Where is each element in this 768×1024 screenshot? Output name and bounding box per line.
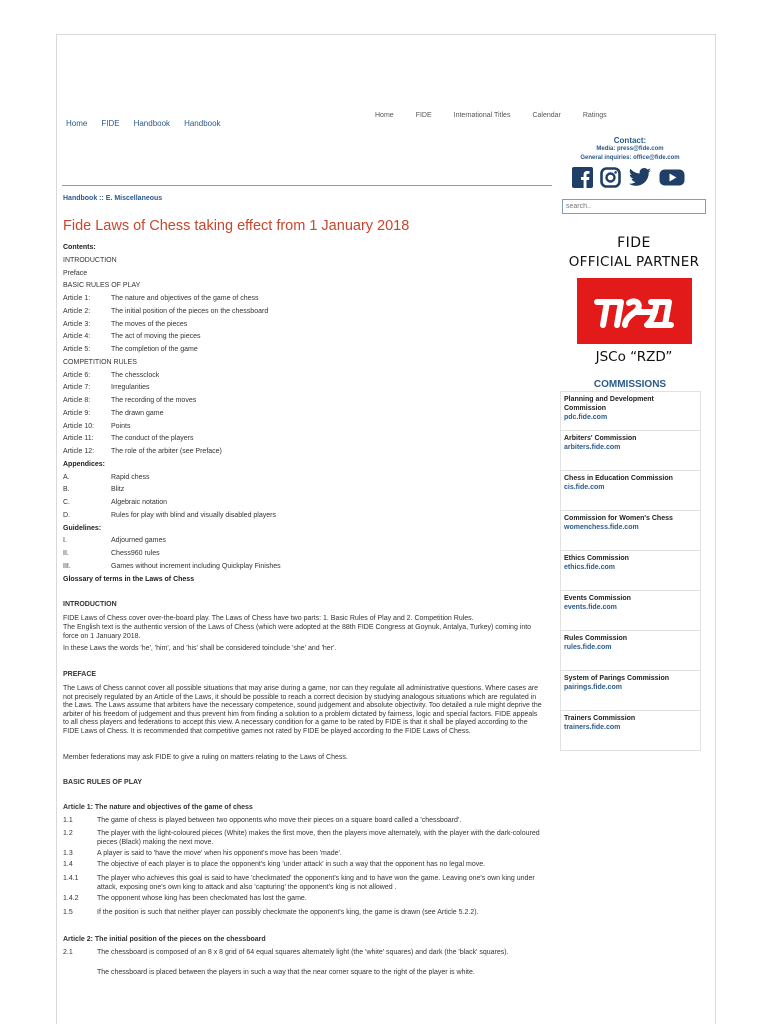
- toc-title: Rapid chess: [111, 473, 150, 481]
- search-input[interactable]: [562, 199, 706, 214]
- toc-label: Article 6:: [63, 371, 91, 379]
- breadcrumb-nav: [66, 119, 235, 128]
- article1-heading: Article 1: The nature and objectives of the game of chess: [63, 804, 253, 811]
- toc-row[interactable]: [63, 473, 150, 481]
- main-nav-fide[interactable]: FIDE: [415, 112, 432, 119]
- toc-title: The moves of the pieces: [111, 320, 188, 328]
- commission-name: Ethics Commission: [564, 555, 629, 562]
- basic-rules-heading: BASIC RULES OF PLAY: [63, 779, 143, 786]
- toc-title: Irregularities: [111, 384, 150, 392]
- commission-name: Events Commission: [564, 595, 631, 602]
- toc-title: Games without increment including Quickplay Finishes: [111, 562, 281, 570]
- preface-paragraph-1: The Laws of Chess cannot cover all possible situations that may arise during a game, nor can they regulate all administrative questions. Where cases are not precisely regulated by an Article of the Laws, it should be possible to reach a correct decision by studying analogous situations which are regulated in the Laws. The Laws assume that arbiters have the necessary competence, sound judgement and absolute objectivity. Too detailed a rule might deprive the arbiter of his freedom of judgement and thus prevent him from finding a solution to a problem dictated by fairness, logic and special factors. FIDE appeals to all chess players and federations to accept this view. A necessary condition for a game to be rated by FIDE is that it shall be played according to the FIDE Laws of Chess. It is recommended that competitive games not rated by FIDE be played according to the FIDE Laws of Chess.: [63, 685, 542, 735]
- list-item[interactable]: [560, 431, 701, 471]
- article-number: 1.2: [63, 830, 73, 837]
- toc-row[interactable]: [63, 371, 160, 379]
- instagram-icon[interactable]: [600, 167, 621, 188]
- intro-paragraph-2: The English text is the authentic version of the Laws of Chess (which were adopted at the 88th FIDE Congress at Goynuk, Antalya, Turkey) coming into force on 1 January 2018.: [63, 624, 532, 640]
- toc-row[interactable]: [63, 435, 194, 443]
- toc-label: D.: [63, 511, 70, 519]
- article-text: The chessboard is composed of an 8 x 8 grid of 64 equal squares alternately light (the 'white' squares) and dark (the 'black' squares).: [97, 949, 509, 956]
- commissions-title: COMMISSIONS: [593, 379, 667, 390]
- toc-title: Blitz: [111, 486, 125, 494]
- list-item[interactable]: [560, 551, 701, 591]
- toc-row[interactable]: [63, 384, 150, 392]
- toc-title: Rules for play with blind and visually disabled players: [111, 511, 276, 519]
- toc-label: Article 5:: [63, 346, 91, 353]
- toc-title: Points: [111, 422, 131, 430]
- article-text: The objective of each player is to place the opponent's king 'under attack' in such a way that the opponent has no legal move.: [97, 861, 486, 868]
- commission-name: System of Parings Commission: [564, 675, 670, 682]
- nav-handbook-link-2[interactable]: Handbook: [184, 119, 221, 128]
- commission-url[interactable]: pdc.fide.com: [564, 414, 608, 421]
- toc-row[interactable]: [63, 461, 105, 468]
- toc-label: II.: [63, 550, 69, 557]
- article-number: 1.4: [63, 861, 73, 868]
- toc-label: I.: [63, 537, 67, 545]
- toc-label: COMPETITION RULES: [63, 358, 137, 366]
- toc-row[interactable]: [63, 525, 101, 532]
- toc-label: Article 3:: [63, 320, 91, 328]
- preface-paragraph-2: Member federations may ask FIDE to give a ruling on matters relating to the Laws of Chess.: [63, 754, 348, 761]
- toc-label: C.: [63, 499, 70, 506]
- toc-label: Article 4:: [63, 333, 91, 341]
- breadcrumb[interactable]: Handbook :: E. Miscellaneous: [63, 195, 163, 202]
- main-nav-home[interactable]: Home: [375, 112, 394, 119]
- toc-label: Article 11:: [63, 435, 94, 443]
- contact-title: Contact:: [613, 136, 647, 145]
- toc-row[interactable]: [63, 270, 87, 277]
- toc-title: Chess960 rules: [111, 550, 160, 557]
- article-text: The player with the light-coloured pieces (White) makes the first move, then the players move alternately, with the player with the dark-coloured pieces (Black) making the next move.: [97, 830, 540, 846]
- list-item[interactable]: [560, 711, 701, 751]
- toc-row[interactable]: [63, 257, 117, 264]
- toc-label: Article 9:: [63, 409, 91, 417]
- article-text: The opponent whose king has been checkmated has lost the game.: [97, 895, 307, 902]
- commission-name: Rules Commission: [564, 635, 628, 642]
- toc-label: Article 12:: [63, 448, 95, 455]
- toc-row[interactable]: [63, 244, 96, 251]
- list-item[interactable]: [560, 511, 701, 551]
- toc-row[interactable]: [63, 499, 168, 506]
- rzd-logo[interactable]: [577, 278, 692, 344]
- list-item[interactable]: [560, 631, 701, 671]
- commission-name: Trainers Commission: [564, 715, 636, 722]
- toc-title: The initial position of the pieces on the chessboard: [111, 307, 269, 315]
- intro-heading: INTRODUCTION: [63, 601, 117, 608]
- partner-line1: FIDE: [617, 235, 651, 251]
- commission-url[interactable]: cis.fide.com: [564, 484, 605, 491]
- article-text: The chessboard is placed between the players in such a way that the near corner square to the right of the player is white.: [97, 969, 475, 976]
- toc-row[interactable]: [63, 537, 166, 545]
- partner-line2: OFFICIAL PARTNER: [568, 254, 700, 270]
- list-item[interactable]: [560, 591, 701, 631]
- toc-row[interactable]: [63, 409, 164, 417]
- page-title: Fide Laws of Chess taking effect from 1 January 2018: [63, 218, 410, 234]
- toc-label: III.: [63, 562, 71, 570]
- toc-label: Guidelines:: [63, 524, 102, 532]
- toc-title: The chessclock: [111, 371, 160, 379]
- article-number: 1.3: [63, 850, 73, 857]
- toc-label: A.: [63, 473, 70, 481]
- toc-row[interactable]: [63, 307, 269, 315]
- social-icons: [572, 167, 685, 188]
- commissions-list: [560, 391, 701, 751]
- article-text: If the position is such that neither player can possibly checkmate the opponent's king, the game is drawn (see Article 5.2.2).: [97, 909, 479, 916]
- partner-name: JSCo “RZD”: [595, 349, 673, 365]
- commission-name: Planning and Development Commission: [564, 396, 654, 412]
- toc-row[interactable]: [63, 397, 197, 404]
- toc-row[interactable]: [63, 550, 160, 557]
- toc-title: Algebraic notation: [111, 499, 168, 506]
- toc-label: INTRODUCTION: [63, 256, 117, 264]
- main-nav-ratings[interactable]: Ratings: [582, 112, 607, 119]
- toc-label: Appendices:: [63, 460, 106, 468]
- toc-label: Article 8:: [63, 397, 91, 404]
- commission-name: Commission for Women's Chess: [564, 515, 673, 522]
- toc-title: The conduct of the players: [111, 435, 194, 443]
- commission-url[interactable]: events.fide.com: [564, 604, 617, 611]
- header-divider: [62, 185, 552, 186]
- toc-label: Article 7:: [63, 384, 91, 392]
- toc-label: Preface: [63, 269, 88, 277]
- toc-title: The nature and objectives of the game of chess: [111, 295, 259, 302]
- contact-general[interactable]: General inquiries: office@fide.com: [580, 155, 680, 161]
- article-text: A player is said to 'have the move' when his opponent's move has been 'made'.: [97, 850, 342, 857]
- rzd-logo-mark: [577, 278, 692, 344]
- list-item[interactable]: [560, 391, 701, 431]
- contact-block: [560, 136, 700, 163]
- intro-paragraph-1: FIDE Laws of Chess cover over-the-board play. The Laws of Chess have two parts: 1. Basic Rules of Play and 2. Competition Rules.: [63, 615, 474, 622]
- commission-url[interactable]: rules.fide.com: [564, 644, 612, 651]
- toc-label: Article 2:: [63, 307, 91, 315]
- toc-row[interactable]: [63, 422, 131, 430]
- commission-url[interactable]: pairings.fide.com: [564, 684, 622, 691]
- list-item[interactable]: [560, 471, 701, 511]
- toc-row[interactable]: [63, 333, 201, 341]
- list-item[interactable]: [560, 671, 701, 711]
- commission-url[interactable]: ethics.fide.com: [564, 564, 615, 571]
- commission-name: Chess in Education Commission: [564, 475, 673, 482]
- toc-title: The completion of the game: [111, 346, 198, 353]
- youtube-icon[interactable]: [659, 167, 685, 188]
- toc-title: The role of the arbiter (see Preface): [111, 448, 222, 455]
- toc-title: Adjourned games: [111, 537, 166, 545]
- article-number: 1.4.1: [63, 875, 79, 882]
- toc-row[interactable]: [63, 486, 125, 494]
- toc-row[interactable]: [63, 282, 140, 289]
- nav-handbook-link[interactable]: Handbook: [133, 119, 171, 128]
- toc-row[interactable]: [63, 562, 281, 570]
- toc-label: B.: [63, 486, 70, 494]
- toc-row[interactable]: [63, 511, 276, 519]
- partner-block: [560, 234, 708, 271]
- facebook-icon[interactable]: [572, 167, 593, 188]
- toc-title: The act of moving the pieces: [111, 333, 201, 341]
- article-number: 2.1: [63, 949, 73, 956]
- toc-row[interactable]: [63, 359, 137, 366]
- main-nav-calendar[interactable]: Calendar: [532, 112, 561, 119]
- toc-title: The recording of the moves: [111, 397, 197, 404]
- article-text: The player who achieves this goal is said to have 'checkmated' the opponent's king and to have won the game. Leaving one's own king under attack, exposing one's own king to attack and also 'capturing' the opponent's king is not allowed .: [97, 875, 535, 891]
- commission-url[interactable]: trainers.fide.com: [564, 724, 621, 731]
- article-number: 1.1: [63, 817, 73, 824]
- commission-url[interactable]: womenchess.fide.com: [564, 524, 639, 531]
- twitter-icon[interactable]: [628, 167, 652, 188]
- nav-fide-link[interactable]: FIDE: [101, 119, 120, 128]
- main-nav-titles[interactable]: International Titles: [453, 112, 511, 119]
- article-number: 1.5: [63, 909, 73, 916]
- toc-row[interactable]: [63, 346, 198, 353]
- commission-url[interactable]: arbiters.fide.com: [564, 444, 621, 451]
- toc-label: Article 10:: [63, 422, 95, 430]
- toc-row[interactable]: [63, 448, 222, 455]
- toc-label: BASIC RULES OF PLAY: [63, 282, 141, 290]
- intro-paragraph-3: In these Laws the words 'he', 'him', and 'his' shall be considered toinclude 'she' and 'her'.: [63, 645, 337, 652]
- article2-heading: Article 2: The initial position of the pieces on the chessboard: [63, 936, 266, 943]
- toc-label: Article 1:: [63, 295, 91, 302]
- toc-label: Glossary of terms in the Laws of Chess: [63, 575, 195, 583]
- main-nav: [375, 112, 629, 119]
- toc-row[interactable]: [63, 576, 194, 583]
- article-number: 1.4.2: [63, 895, 79, 902]
- toc-row[interactable]: [63, 295, 259, 302]
- toc-label: Contents:: [63, 244, 96, 251]
- nav-home-link[interactable]: Home: [66, 119, 88, 128]
- article-text: The game of chess is played between two opponents who move their pieces on a square board called a 'chessboard'.: [97, 817, 462, 824]
- preface-heading: PREFACE: [63, 671, 97, 678]
- toc-row[interactable]: [63, 320, 188, 328]
- contact-media[interactable]: Media: press@fide.com: [596, 146, 664, 152]
- toc-title: The drawn game: [111, 409, 164, 417]
- commission-name: Arbiters' Commission: [564, 435, 637, 442]
